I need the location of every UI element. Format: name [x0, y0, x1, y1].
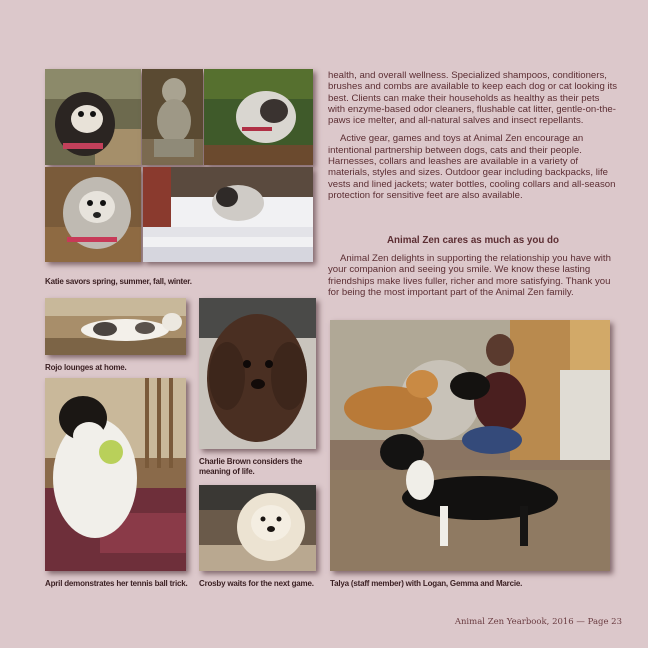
photo-katie-summer [142, 69, 203, 165]
article-paragraph-3: Animal Zen delights in supporting the relationship you have with your companion and seeing you smile. We know these lasting friendships make lives fuller, richer and more satisfying. Thank you for being the most important part of the Animal Zen family. [328, 253, 611, 298]
caption-crosby: Crosby waits for the next game. [199, 579, 314, 588]
caption-april: April demonstrates her tennis ball trick. [45, 579, 188, 588]
photo-katie-fall [204, 69, 313, 165]
photo-charlie-brown [199, 298, 316, 449]
caption-katie: Katie savors spring, summer, fall, winter. [45, 277, 192, 286]
article-body-top [328, 70, 618, 201]
caption-rojo: Rojo lounges at home. [45, 363, 127, 372]
page-footer: Animal Zen Yearbook, 2016 — Page 23 [454, 617, 622, 627]
article-paragraph-1: health, and overall wellness. Specialized shampoos, conditioners, brushes and combs are available to keep each dog or cat looking its best. Clients can make their households as healthy as their pets with enzyme-based odor cleaners, flushable cat litter, gentle-on-the-paws ice melter, and all-natural salves and insect repellants. [328, 70, 618, 127]
photo-rojo [45, 298, 186, 355]
article-body-bottom [328, 253, 618, 298]
photo-katie-closeup [45, 167, 141, 262]
article-paragraph-2: Active gear, games and toys at Animal Zen encourage an intentional partnership between dogs, cats and their people. Harnesses, collars and leashes are available in a variety of materials, styles and sizes. Outdoor gear including backpacks, life vests and lined jackets; water bottles, cooling collars and all-season protection for sensitive feet are also available. [328, 133, 616, 201]
photo-talya [330, 320, 610, 571]
article-subheading: Animal Zen cares as much as you do [386, 235, 560, 246]
caption-talya: Talya (staff member) with Logan, Gemma and Marcie. [330, 579, 523, 588]
photo-katie-spring [45, 69, 141, 165]
caption-charlie: Charlie Brown considers the meaning of life. [199, 457, 303, 476]
photo-crosby [199, 485, 316, 571]
photo-april [45, 378, 186, 571]
photo-katie-winter [143, 167, 313, 262]
